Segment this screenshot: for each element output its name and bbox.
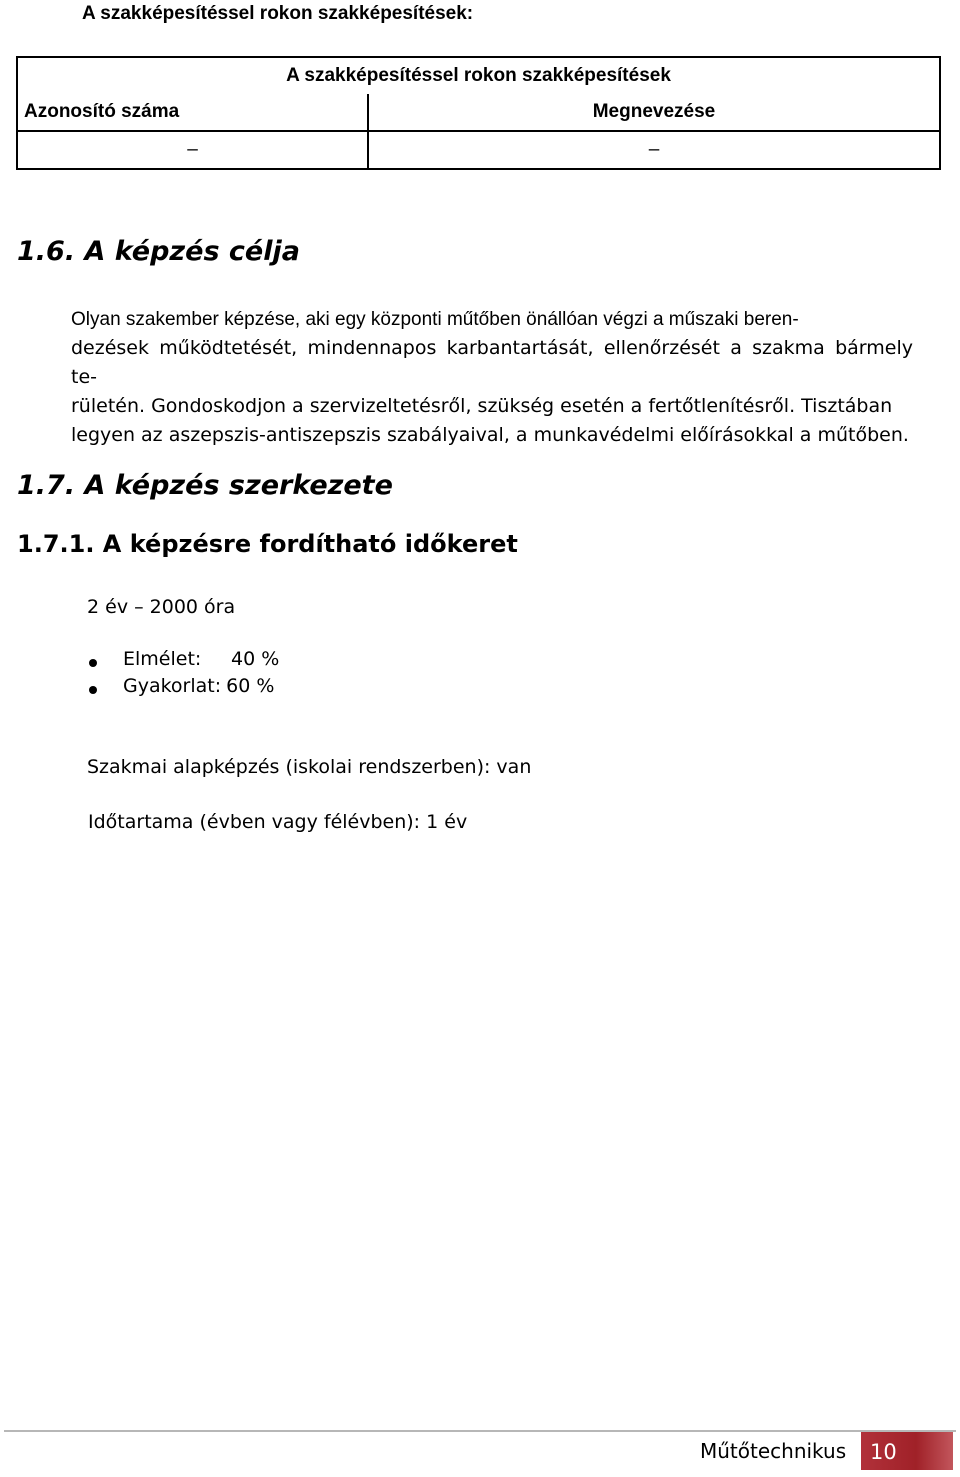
footer-title: Műtőtechnikus xyxy=(700,1439,847,1463)
cell-name: – xyxy=(368,131,940,169)
table-title: A szakképesítéssel rokon szakképesítések xyxy=(17,57,940,94)
goal-line-3: rületén. Gondoskodjon a szervizeltetésről, szükség esetén a fertőtlenítésről. Tisztában xyxy=(71,395,893,417)
header-id: Azonosító száma xyxy=(17,94,368,131)
breakdown-value: 60 % xyxy=(226,675,275,697)
breakdown-value: 40 % xyxy=(231,648,280,670)
section-1-6-heading: 1.6. A képzés célja xyxy=(17,236,300,267)
section-1-7-1-heading: 1.7.1. A képzésre fordítható időkeret xyxy=(17,530,518,558)
related-qualifications-table xyxy=(16,56,941,170)
list-item xyxy=(86,675,279,702)
header-name: Megnevezése xyxy=(368,94,940,131)
duration-text: 2 év – 2000 óra xyxy=(87,596,236,618)
bullet-icon xyxy=(89,659,97,667)
breakdown-list xyxy=(86,648,279,702)
page-number: 10 xyxy=(870,1440,897,1464)
bullet-icon xyxy=(89,686,97,694)
goal-line-4: legyen az aszepszis-antiszepszis szabályaival, a munkavédelmi előírásokkal a műtőben. xyxy=(71,424,909,446)
breakdown-label: Elmélet: xyxy=(123,648,202,670)
breakdown-label: Gyakorlat: xyxy=(123,675,222,697)
goal-line-1: Olyan szakember képzése, aki egy központi műtőben önállóan végzi a műszaki beren- xyxy=(71,309,799,330)
goal-paragraph xyxy=(71,305,913,450)
footer-divider xyxy=(4,1430,956,1432)
cell-id: – xyxy=(17,131,368,169)
table-row xyxy=(17,131,940,169)
list-item xyxy=(86,648,279,675)
goal-line-2: dezések működtetését, mindennapos karbantartását, ellenőrzését a szakma bármely te- xyxy=(71,337,913,388)
page-number-box xyxy=(861,1432,953,1470)
intro-heading: A szakképesítéssel rokon szakképesítések: xyxy=(82,3,474,24)
basic-training-text: Szakmai alapképzés (iskolai rendszerben): van xyxy=(87,756,532,778)
duration-length-text: Időtartama (évben vagy félévben): 1 év xyxy=(88,811,468,833)
section-1-7-heading: 1.7. A képzés szerkezete xyxy=(17,470,393,501)
